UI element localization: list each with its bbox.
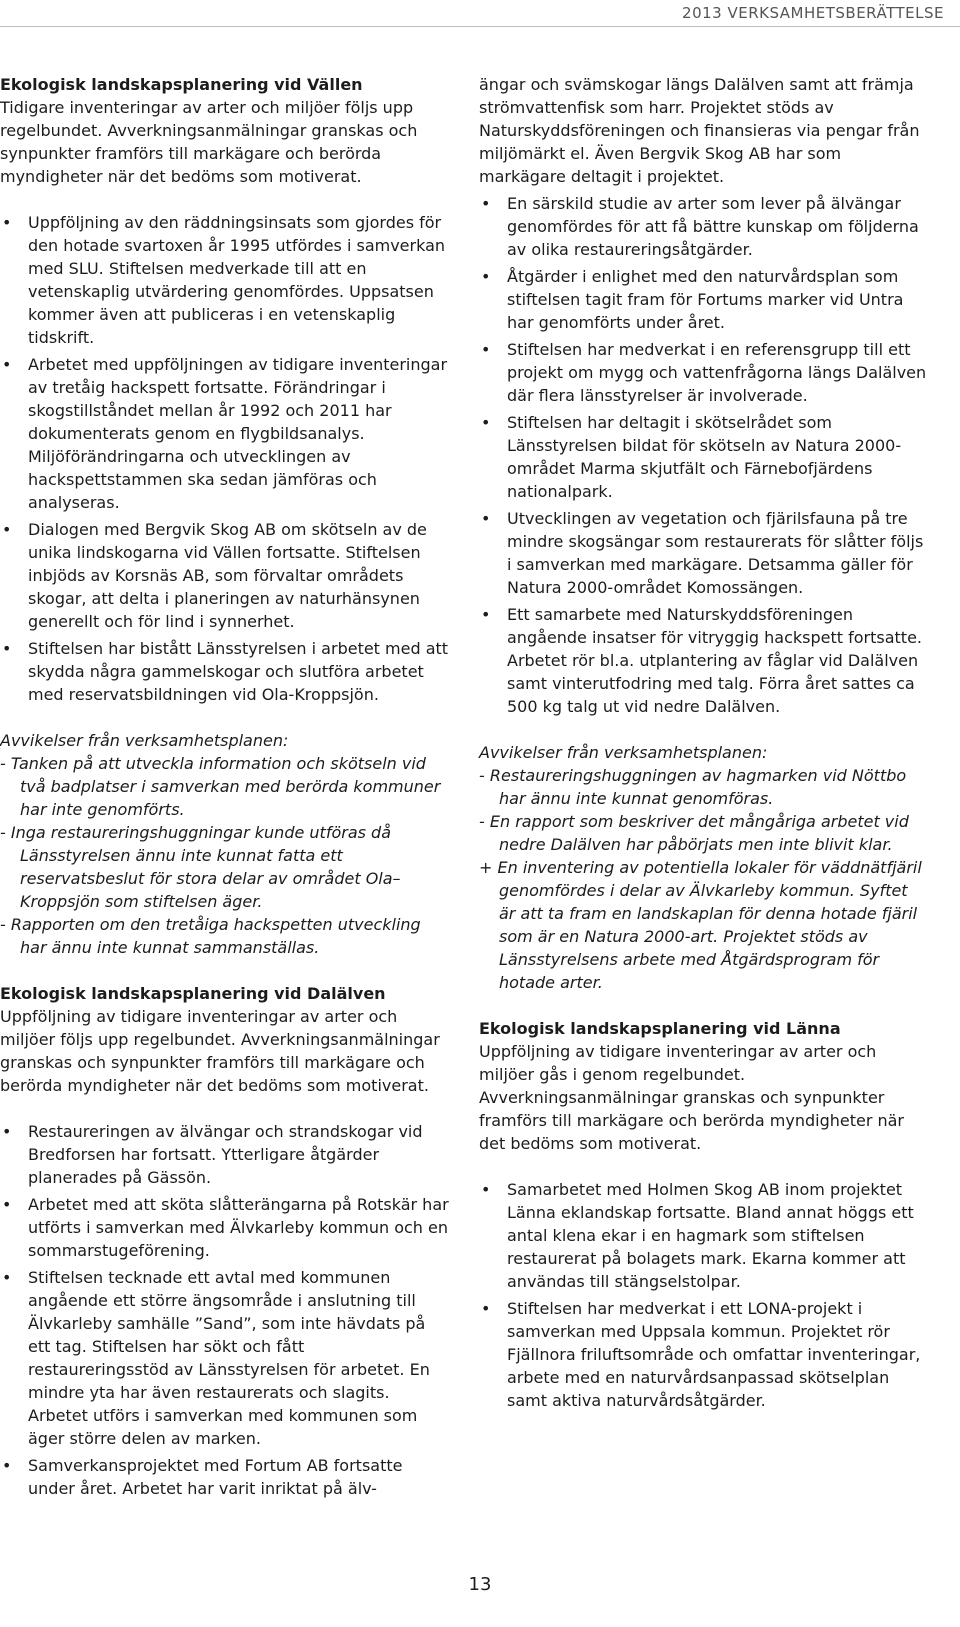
- deviations-title: Avvikelser från verksamhetsplanen:: [0, 731, 289, 750]
- list-item: • En särskild studie av arter som lever på älvängar genomfördes för att få bättre kunskap om följderna av olika restaureringsåtgärder.: [479, 192, 929, 261]
- section-lanna: [479, 1017, 929, 1155]
- list-item: • Ett samarbete med Naturskyddsföreningen angående insatser för vitryggig hackspett fortsatte. Arbetet rör bl.a. utplantering av fåglar vid Dalälven samt vinterutfodring med talg. Förra året sattes ca 500 kg talg ut vid nedre Dalälven.: [479, 603, 929, 718]
- list-item: • Uppföljning av den räddningsinsats som gjordes för den hotade svartoxen år 1995 utfördes i samverkan med SLU. Stiftelsen medverkade till att en vetenskaplig utvärdering genomfördes. Uppsatsen kommer även att publiceras i en vetenskaplig tidskrift.: [0, 211, 450, 349]
- continuation-block: [479, 73, 929, 188]
- continuation-text: ängar och svämskogar längs Dalälven samt att främja strömvattenfisk som harr. Projektet stöds av Naturskyddsföreningen och finansieras via pengar från miljömärkt el. Även Bergvik Skog AB har som markägare deltagit i projektet.: [479, 75, 920, 186]
- deviation-item: + En inventering av potentiella lokaler för väddnätfjäril genomfördes i delar av Älvkarleby kommun. Syftet är att ta fram en landskaplan för denna hotade fjäril som är en Natura 2000-art. Projektet stöds av Länsstyrelsens arbete med Åtgärdsprogram för hotade arter.: [479, 858, 922, 992]
- section-intro: Tidigare inventeringar av arter och miljöer följs upp regelbundet. Avverkningsanmälningar granskas och synpunkter framförs till markägare och berörda myndigheter när det bedöms som motiverat.: [0, 98, 418, 186]
- bullet-list: [479, 192, 929, 718]
- left-column: [0, 73, 450, 1523]
- bullet-list: [0, 211, 450, 706]
- right-column: [479, 73, 929, 1435]
- deviations-block: [479, 741, 929, 994]
- deviations-block: [0, 729, 450, 959]
- bullet-list: [479, 1178, 929, 1412]
- report-title: 2013 VERKSAMHETSBERÄTTELSE: [682, 4, 944, 22]
- page-number: 13: [468, 1574, 492, 1595]
- list-item: • Stiftelsen tecknade ett avtal med kommunen angående ett större ängsområde i anslutning till Älvkarleby samhälle ”Sand”, som inte hävdats på ett tag. Stiftelsen har sökt och fått restaureringsstöd av Länsstyrelsen för arbetet. En mindre yta har även restaurerats och slagits. Arbetet utförs i samverkan med kommunen som äger större delen av marken.: [0, 1266, 450, 1450]
- list-item: • Restaureringen av älvängar och strandskogar vid Bredforsen har fortsatt. Ytterligare åtgärder planerades på Gässön.: [0, 1120, 450, 1189]
- section-vallen: [0, 73, 450, 188]
- list-item: • Arbetet med att sköta slåtterängarna på Rotskär har utförts i samverkan med Älvkarleby kommun och en sommarstugeförening.: [0, 1193, 450, 1262]
- section-heading: Ekologisk landskapsplanering vid Länna: [479, 1019, 841, 1038]
- deviation-item: - Restaureringshuggningen av hagmarken vid Nöttbo har ännu inte kunnat genomföras.: [479, 766, 907, 808]
- deviation-item: - Inga restaureringshuggningar kunde utföras då Länsstyrelsen ännu inte kunnat fatta ett reservatsbeslut för stora delar av området Ola–Kroppsjön som stiftelsen äger.: [0, 823, 401, 911]
- section-intro: Uppföljning av tidigare inventeringar av arter och miljöer följs upp regelbundet. Avverkningsanmälningar granskas och synpunkter framförs till markägare och berörda myndigheter när det bedöms som motiverat.: [0, 1007, 440, 1095]
- deviation-item: - Tanken på att utveckla information och skötseln vid två badplatser i samverkan med berörda kommuner har inte genomförts.: [0, 754, 441, 819]
- deviations-title: Avvikelser från verksamhetsplanen:: [479, 743, 768, 762]
- list-item: • Samarbetet med Holmen Skog AB inom projektet Länna eklandskap fortsatte. Bland annat höggs ett antal klena ekar i en hagmark som stiftelsen restaurerat på bolagets mark. Ekarna kommer att användas till stängselstolpar.: [479, 1178, 929, 1293]
- list-item: • Stiftelsen har medverkat i en referensgrupp till ett projekt om mygg och vattenfrågorna längs Dalälven där flera länsstyrelser är involverade.: [479, 338, 929, 407]
- list-item: • Stiftelsen har bistått Länsstyrelsen i arbetet med att skydda några gammelskogar och slutföra arbetet med reservatsbildningen vid Ola-Kroppsjön.: [0, 637, 450, 706]
- section-intro: Uppföljning av tidigare inventeringar av arter och miljöer gås i genom regelbundet. Avverkningsanmälningar granskas och synpunkter framförs till markägare och berörda myndigheter när det bedöms som motiverat.: [479, 1042, 905, 1153]
- deviation-item: - Rapporten om den tretåiga hackspetten utveckling har ännu inte kunnat sammanställas.: [0, 915, 421, 957]
- section-dalalven: [0, 982, 450, 1097]
- section-heading: Ekologisk landskapsplanering vid Dalälven: [0, 984, 386, 1003]
- list-item: • Arbetet med uppföljningen av tidigare inventeringar av tretåig hackspett fortsatte. Förändringar i skogstillståndet mellan år 1992 och 2011 har dokumenterats genom en flygbildsanalys. Miljöförändringarna och utvecklingen av hackspettstammen ska sedan jämföras och analyseras.: [0, 353, 450, 514]
- list-item: • Stiftelsen har deltagit i skötselrådet som Länsstyrelsen bildat för skötseln av Natura 2000-området Marma skjutfält och Färnebofjärdens nationalpark.: [479, 411, 929, 503]
- page-header: [0, 0, 960, 27]
- list-item: • Dialogen med Bergvik Skog AB om skötseln av de unika lindskogarna vid Vällen fortsatte. Stiftelsen inbjöds av Korsnäs AB, som förvaltar områdets skogar, att delta i planeringen av naturhänsynen generellt och för lind i synnerhet.: [0, 518, 450, 633]
- list-item: • Samverkansprojektet med Fortum AB fortsatte under året. Arbetet har varit inriktat på älv-: [0, 1454, 450, 1500]
- deviation-item: - En rapport som beskriver det mångåriga arbetet vid nedre Dalälven har påbörjats men inte blivit klar.: [479, 812, 909, 854]
- list-item: • Stiftelsen har medverkat i ett LONA-projekt i samverkan med Uppsala kommun. Projektet rör Fjällnora friluftsområde och omfattar inventeringar, arbete med en naturvårdsanpassad skötselplan samt aktiva naturvårdsåtgärder.: [479, 1297, 929, 1412]
- list-item: • Utvecklingen av vegetation och fjärilsfauna på tre mindre skogsängar som restaurerats för slåtter följs i samverkan med markägare. Detsamma gäller för Natura 2000-området Komossängen.: [479, 507, 929, 599]
- bullet-list: [0, 1120, 450, 1500]
- section-heading: Ekologisk landskapsplanering vid Vällen: [0, 75, 363, 94]
- list-item: • Åtgärder i enlighet med den naturvårdsplan som stiftelsen tagit fram för Fortums marker vid Untra har genomförts under året.: [479, 265, 929, 334]
